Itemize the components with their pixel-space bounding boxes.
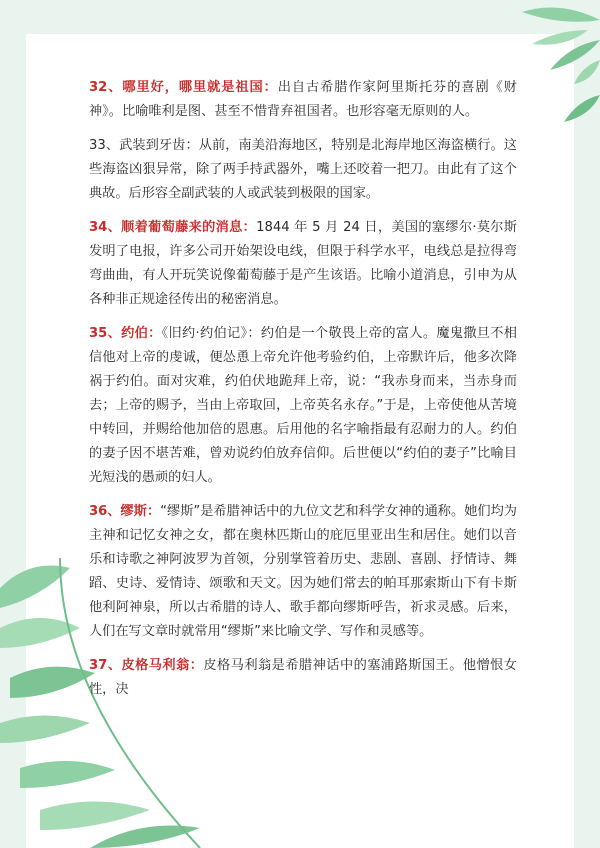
entry-35 — [89, 322, 517, 490]
entry-heading: 34、顺着葡萄藤来的消息： — [89, 220, 257, 235]
entry-heading: 32、哪里好，哪里就是祖国： — [89, 80, 278, 95]
entry-37 — [89, 654, 517, 702]
entry-text: 1844 年 5 月 24 日，美国的塞缪尔·莫尔斯发明了电报，许多公司开始架设电线，但限于科学水平，电线总是拉得弯弯曲曲，有人开玩笑说像葡萄藤于是产生该语。比喻小道消息，引申为从各种非正规途径传出的秘密消息。 — [89, 220, 517, 307]
entry-text: 《旧约·约伯记》：约伯是一个敬畏上帝的富人。魔鬼撒旦不相信他对上帝的虔诚，便怂恿上帝允许他考验约伯，上帝默许后，他多次降祸于约伯。面对灾难，约伯伏地跪拜上帝，说：“我赤身而来，当赤身而去；上帝的赐予，当由上帝取回，上帝英名永存。”于是，上帝使他从苦境中转回，并赐给他加倍的恩惠。后用他的名字喻指最有忍耐力的人。约伯的妻子因不堪苦难，曾劝说约伯放弃信仰。后世便以“约伯的妻子”比喻目光短浅的愚顽的妇人。 — [89, 326, 517, 485]
entry-34 — [89, 216, 517, 312]
entry-text: 出自古希腊作家阿里斯托芬的喜剧《财神》。比喻唯利是图、甚至不惜背弃祖国者。也形容毫无原则的人。 — [89, 80, 517, 119]
entry-36 — [89, 500, 517, 644]
entry-text: 33、武装到牙齿：从前，南美沿海地区，特别是北海岸地区海盗横行。这些海盗凶狠异常，除了两手持武器外，嘴上还咬着一把刀。由此有了这个典故。后形容全副武装的人或武装到极限的国家。 — [89, 138, 517, 201]
entry-text: “缪斯”是希腊神话中的九位文艺和科学女神的通称。她们均为主神和记忆女神之女，都在奥林匹斯山的庇厄里亚出生和居住。她们以音乐和诗歌之神阿波罗为首领，分别掌管着历史、悲剧、喜剧、抒情诗、舞蹈、史诗、爱情诗、颂歌和天文。因为她们常去的帕耳那索斯山下有卡斯他利阿神泉，所以古希腊的诗人、歌手都向缪斯呼告，祈求灵感。后来，人们在写文章时就常用“缪斯”来比喻文学、写作和灵感等。 — [89, 504, 517, 639]
entry-heading: 35、约伯： — [89, 326, 162, 341]
watermark: @头条 于书虫的情报 — [463, 822, 566, 835]
entry-heading: 37、皮格马利翁： — [89, 658, 204, 673]
document-body — [89, 76, 517, 712]
entry-text: 皮格马利翁是希腊神话中的塞浦路斯国王。他憎恨女性，决 — [89, 658, 517, 697]
entry-33 — [89, 134, 517, 206]
entry-32 — [89, 76, 517, 124]
entry-heading: 36、缪斯： — [89, 504, 161, 519]
